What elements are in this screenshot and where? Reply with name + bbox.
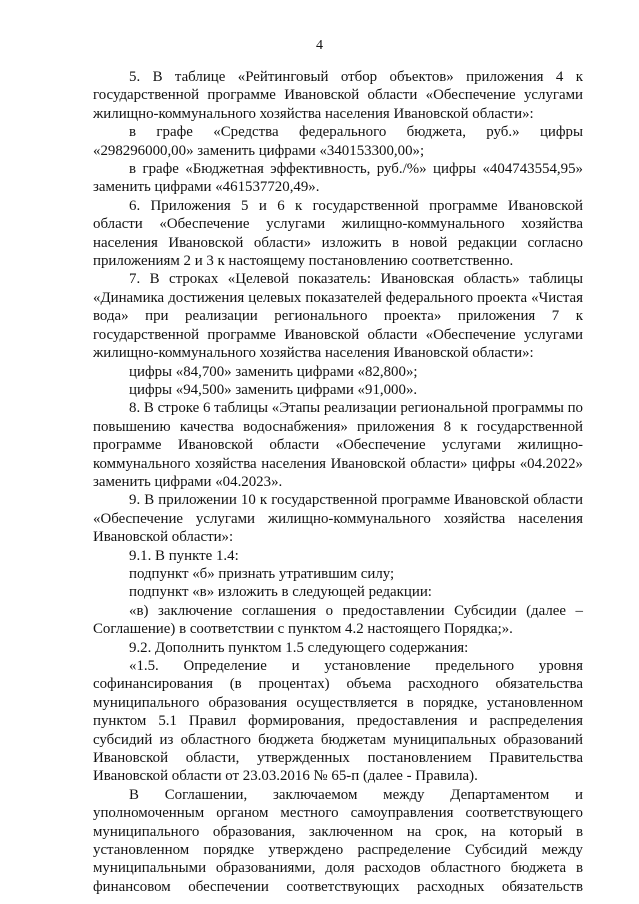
paragraph-subitem-v-text: «в) заключение соглашения о предоставлении Субсидии (далее – Соглашение) в соответствии с пунктом 4.2 настоящего Порядка;».	[93, 602, 583, 638]
paragraph-figures-94: цифры «94,500» заменить цифрами «91,000».	[129, 381, 418, 398]
paragraph-item-9: 9. В приложении 10 к государственной программе Ивановской области «Обеспечение услугами жилищно-коммунального хозяйства населения Ивановской области»:	[93, 492, 583, 546]
document-body	[93, 68, 583, 896]
paragraph-item-6: 6. Приложения 5 и 6 к государственной программе Ивановской области «Обеспечение услугами жилищно-коммунального хозяйства населения Ивановской области» изложить в новой редакции согласно приложениям 2 и 3 к настоящему постановлению соответственно.	[93, 197, 583, 270]
page-number: 4	[316, 38, 323, 53]
paragraph-item-9-1: 9.1. В пункте 1.4:	[129, 547, 239, 564]
paragraph-subitem-v: подпункт «в» изложить в следующей редакции:	[129, 584, 432, 601]
paragraph-subitem-b: подпункт «б» признать утратившим силу;	[129, 565, 395, 582]
paragraph-federal-budget: в графе «Средства федерального бюджета, руб.» цифры «298296000,00» заменить цифрами «340153300,00»;	[93, 124, 583, 159]
paragraph-figures-84: цифры «84,700» заменить цифрами «82,800»;	[129, 363, 418, 380]
paragraph-item-8: 8. В строке 6 таблицы «Этапы реализации региональной программы по повышению качества водоснабжения» приложения 8 к государственной программе Ивановской области «Обеспечение услугами жилищно-коммунального хозяйства населения Ивановской области» цифры «04.2022» заменить цифрами «04.2023».	[93, 400, 583, 490]
paragraph-item-5: 5. В таблице «Рейтинговый отбор объектов» приложения 4 к государственной программе Ивановской области «Обеспечение услугами жилищно-коммунального хозяйства населения Ивановской области»:	[93, 69, 583, 122]
paragraph-agreement: В Соглашении, заключаемом между Департаментом и уполномоченным органом местного самоуправления соответствующего муниципального образования, заключенном на срок, на который в установленном порядке утверждено распределение Субсидий между муниципальными образованиями, доля расходов областного бюджета в финансовом обеспечении соответствующих расходных обязательств	[93, 786, 583, 895]
paragraph-item-7: 7. В строках «Целевой показатель: Ивановская область» таблицы «Динамика достижения целевых показателей федерального проекта «Чистая вода» при реализации регионального проекта» приложения 7 к государственной программе Ивановской области «Обеспечение услугами жилищно-коммунального хозяйства населения Ивановской области»:	[93, 271, 583, 362]
paragraph-budget-efficiency: в графе «Бюджетная эффективность, руб./%» цифры «404743554,95» заменить цифрами «461537720,49».	[93, 161, 583, 196]
paragraph-item-1-5: «1.5. Определение и установление предельного уровня софинансирования (в процентах) объема расходного обязательства муниципального образования осуществляется в порядке, установленном пунктом 5.1 Правил формирования, предоставления и распределения субсидий из областного бюджета бюджетам муниципальных образований Ивановской области, утвержденных постановлением Правительства Ивановской области от 23.03.2016 № 65-п (далее - Правила).	[93, 658, 583, 785]
paragraph-item-9-2: 9.2. Дополнить пунктом 1.5 следующего содержания:	[129, 639, 469, 656]
